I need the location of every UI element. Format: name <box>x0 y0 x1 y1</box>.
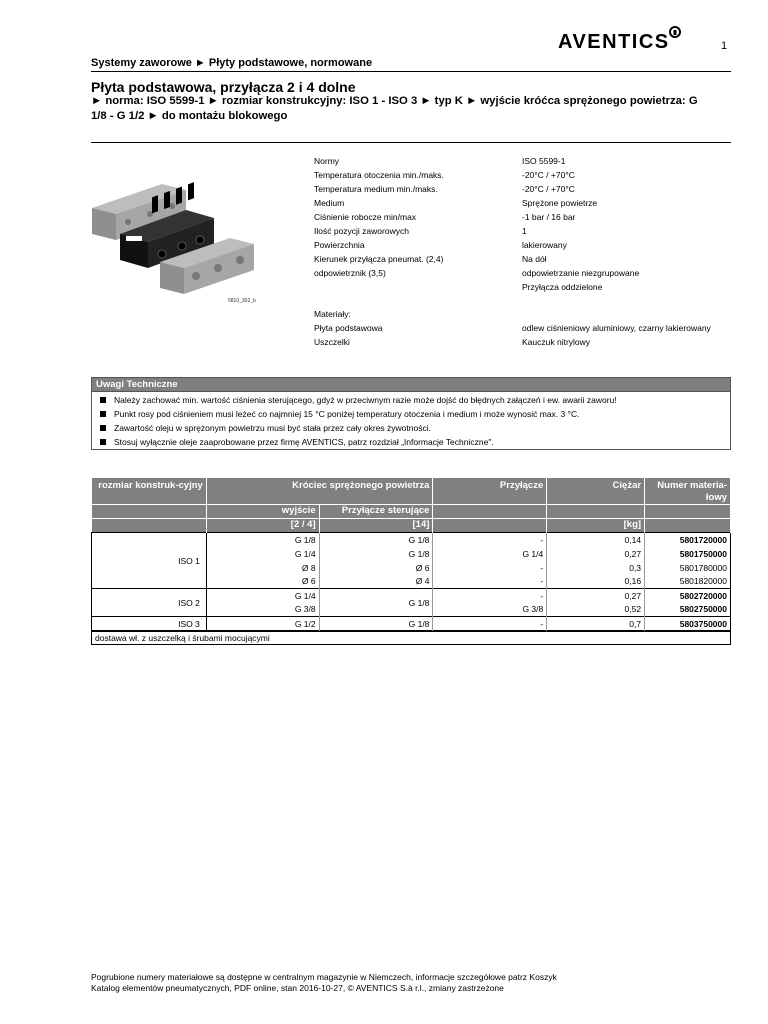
technical-notes <box>91 377 731 450</box>
spec-value: -1 bar / 16 bar <box>522 212 576 222</box>
material-value: odlew ciśnieniowy aluminiowy, czarny lakierowany <box>522 323 711 333</box>
note-item: Stosuj wyłącznie oleje zaaprobowane przez firmę AVENTICS, patrz rozdział „Informacje Techniczne". <box>100 437 494 447</box>
header-port: Króciec sprężonego powietrza <box>206 478 433 505</box>
header-control-unit: [14] <box>319 519 433 533</box>
spec-value: lakierowany <box>522 240 567 250</box>
technical-notes-header: Uwagi Techniczne <box>92 378 730 392</box>
spec-label: odpowietrznik (3,5) <box>314 268 386 278</box>
size-cell: ISO 1 <box>92 533 207 589</box>
page-footer <box>91 972 557 994</box>
material-label: Uszczelki <box>314 337 350 347</box>
header-output-unit: [2 / 4] <box>206 519 319 533</box>
spec-value: -20°C / +70°C <box>522 170 575 180</box>
spec-value: ISO 5599-1 <box>522 156 566 166</box>
page-number: 1 <box>721 40 728 52</box>
header-output: wyjście <box>206 505 319 519</box>
header-size: rozmiar konstruk-cyjny <box>92 478 207 505</box>
table-row: Ø 6 Ø 4 - 0,16 5801820000 <box>92 575 731 589</box>
header-weight: Ciężar <box>547 478 645 505</box>
table-footnote: dostawa wł. z uszczelką i śrubami mocującymi <box>91 631 731 645</box>
svg-text:AVENTICS: AVENTICS <box>558 31 670 52</box>
spec-label: Normy <box>314 156 340 166</box>
note-item: Punkt rosy pod ciśnieniem musi leżeć co najmniej 15 °C poniżej temperatury otoczenia i medium i może wynosić max. 3 °C. <box>100 409 580 419</box>
footer-line: Pogrubione numery materiałowe są dostępne w centralnym magazynie w Niemczech, informacje szczegółowe patrz Koszyk <box>91 972 557 982</box>
table-row: ISO 1 G 1/8 G 1/8 - 0,14 5801720000 <box>92 533 731 547</box>
spec-label: Ciśnienie robocze min/max <box>314 212 417 222</box>
size-cell: ISO 3 <box>92 617 207 631</box>
note-item: Należy zachować min. wartość ciśnienia sterującego, gdyż w przeciwnym razie może dojść do błędnych załączeń i ew. awarii zaworu! <box>100 395 617 405</box>
note-item: Zawartość oleju w sprężonym powietrzu musi być stała przez cały okres żywotności. <box>100 423 431 433</box>
base-plate-product-image <box>90 180 258 298</box>
divider <box>91 71 731 72</box>
header-part-number: Numer materia-łowy <box>645 478 731 505</box>
bullet-icon <box>100 439 106 445</box>
page-title: Płyta podstawowa, przyłącza 2 i 4 dolne <box>91 79 356 95</box>
image-code: 5810_302_b <box>228 298 256 304</box>
table-row: G 1/4 G 1/8 G 1/4 0,27 5801750000 <box>92 547 731 561</box>
materials-label: Materiały: <box>314 309 351 319</box>
spec-label: Medium <box>314 198 345 208</box>
bullet-icon <box>100 425 106 431</box>
header-control: Przyłącze sterujące <box>319 505 433 519</box>
page-subtitle: ► norma: ISO 5599-1 ► rozmiar konstrukcyjny: ISO 1 - ISO 3 ► typ K ► wyjście króćca sprężonego powietrza: G 1/8 - G 1/2 ► do montażu blokowego <box>91 95 698 122</box>
spec-value: Sprężone powietrze <box>522 198 598 208</box>
table-row: ISO 2 G 1/4 G 1/8 - 0,27 5802720000 <box>92 589 731 603</box>
spec-value: Na dół <box>522 254 547 264</box>
table-row: Ø 8 Ø 6 - 0,3 5801780000 <box>92 561 731 575</box>
bullet-icon <box>100 411 106 417</box>
breadcrumb: Systemy zaworowe ► Płyty podstawowe, normowane <box>91 57 373 69</box>
spec-label: Kierunek przyłącza pneumat. (2,4) <box>314 254 444 264</box>
spec-value: -20°C / +70°C <box>522 184 575 194</box>
bullet-icon <box>100 397 106 403</box>
material-value: Kauczuk nitrylowy <box>522 337 591 347</box>
spec-label: Temperatura medium min./maks. <box>314 184 438 194</box>
divider <box>91 142 731 143</box>
header-connection: Przyłącze <box>433 478 547 505</box>
header-weight-unit: [kg] <box>547 519 645 533</box>
spec-label: Powierzchnia <box>314 240 365 250</box>
spec-label: Ilość pozycji zaworowych <box>314 226 409 236</box>
size-cell: ISO 2 <box>92 589 207 617</box>
spec-label: Temperatura otoczenia min./maks. <box>314 170 444 180</box>
spec-value: odpowietrzanie niezgrupowane <box>522 268 640 278</box>
table-row: ISO 3 G 1/2 G 1/8 - 0,7 5803750000 <box>92 617 731 631</box>
table-row: G 3/8 G 3/8 0,52 5802750000 <box>92 603 731 617</box>
product-table <box>91 478 731 645</box>
aventics-logo <box>558 26 688 52</box>
footer-line: Katalog elementów pneumatycznych, PDF online, stan 2016-10-27, © AVENTICS S.à r.l., zmiany zastrzeżone <box>91 983 504 993</box>
spec-value: Przyłącza oddzielone <box>522 282 603 292</box>
spec-value: 1 <box>522 226 527 236</box>
material-label: Płyta podstawowa <box>314 323 383 333</box>
